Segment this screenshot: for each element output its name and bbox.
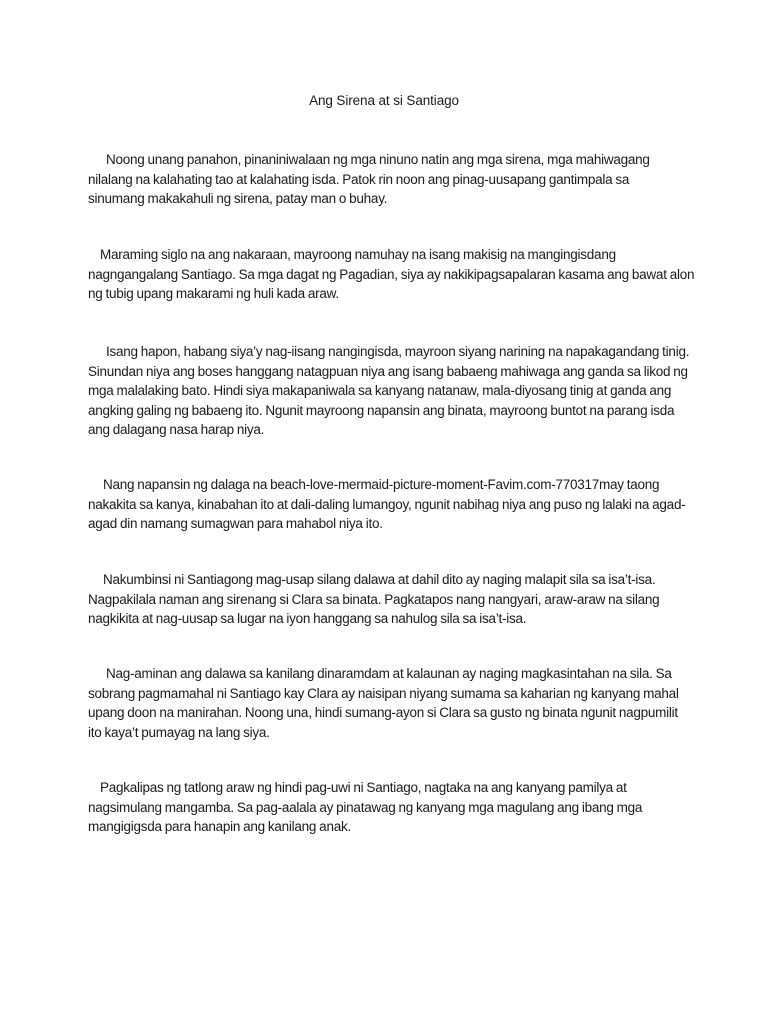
paragraph <box>88 245 695 304</box>
paragraph <box>88 664 688 742</box>
paragraph-line: ang dalagang nasa harap niya. <box>88 422 265 437</box>
paragraph-line: sinumang makakahuli ng sirena, patay man o buhay. <box>88 191 388 206</box>
paragraph-line: upang doon na manirahan. Noong una, hindi sumang-ayon si Clara sa gusto ng binata ngunit nagpumilit <box>88 705 678 720</box>
paragraph-line: Noong unang panahon, pinaniniwalaan ng mga ninuno natin ang mga sirena, mga mahiwagang <box>88 152 650 167</box>
paragraph-line: Nakumbinsi ni Santiagong mag-usap silang dalawa at dahil dito ay naging malapit sila sa isa’t-isa. <box>88 572 656 587</box>
paragraph <box>88 150 688 209</box>
paragraph-line: nagngangalang Santiago. Sa mga dagat ng Pagadian, siya ay nakikipagsapalaran kasama ang bawat alon <box>88 266 695 282</box>
paragraph-line: nakakita sa kanya, kinabahan ito at dali-daling lumangoy, ngunit nabihag niya ang puso ng lalaki na agad- <box>88 496 686 512</box>
document-title: Ang Sirena at si Santiago <box>309 93 459 108</box>
paragraph-line: ito kaya’t pumayag na lang siya. <box>88 724 270 740</box>
paragraph-line: nagsimulang mangamba. Sa pag-aalala ay pinatawag ng kanyang mga magulang ang ibang mga <box>88 799 643 815</box>
paragraph-line: Pagkalipas ng tatlong araw ng hindi pag-uwi ni Santiago, nagtaka na ang kanyang pamilya at <box>88 780 627 795</box>
paragraph-line: Nang napansin ng dalaga na beach-love-mermaid-picture-moment-Favim.com-770317may taong <box>88 477 660 492</box>
paragraph-line: angking galing ng babaeng ito. Ngunit mayroong napansin ang binata, mayroong buntot na parang isda <box>88 402 675 418</box>
paragraph-line: Maraming siglo na ang nakaraan, mayroong namuhay na isang makisig na mangingisdang <box>88 247 616 262</box>
paragraph-line: ng tubig upang makarami ng huli kada araw. <box>88 286 339 301</box>
paragraph <box>88 778 688 837</box>
paragraph-line: Nag-aminan ang dalawa sa kanilang dinaramdam at kalaunan ay naging magkasintahan na sila. Sa <box>88 666 672 681</box>
paragraph-line: mangigigsda para hanapin ang kanilang anak. <box>88 819 351 834</box>
paragraph-line: sobrang pagmamahal ni Santiago kay Clara ay naisipan niyang sumama sa kaharian ng kanyang mahal <box>88 685 679 701</box>
paragraph <box>88 475 688 534</box>
paragraph-line: Sinundan niya ang boses hanggang natagpuan niya ang isang babaeng mahiwaga ang ganda sa likod ng <box>88 363 688 379</box>
paragraph <box>88 342 688 440</box>
paragraph-line: Nagpakilala naman ang sirenang si Clara sa binata. Pagkatapos nang nangyari, araw-araw na silang <box>88 591 660 607</box>
paragraph-line: nilalang na kalahating tao at kalahating isda. Patok rin noon ang pinag-uusapang gantimpala sa <box>88 171 630 187</box>
paragraph-line: mga malalaking bato. Hindi siya makapaniwala sa kanyang natanaw, mala-diyosang tinig at ganda ang <box>88 383 672 398</box>
paragraph <box>88 570 688 629</box>
paragraph-line: nagkikita at nag-uusap sa lugar na iyon hanggang sa nahulog sila sa isa’t-isa. <box>88 611 527 626</box>
paragraph-line: Isang hapon, habang siya’y nag-iisang nangingisda, mayroon siyang narining na napakagandang tinig. <box>88 344 690 359</box>
paragraph-line: agad din namang sumagwan para mahabol niya ito. <box>88 516 383 531</box>
